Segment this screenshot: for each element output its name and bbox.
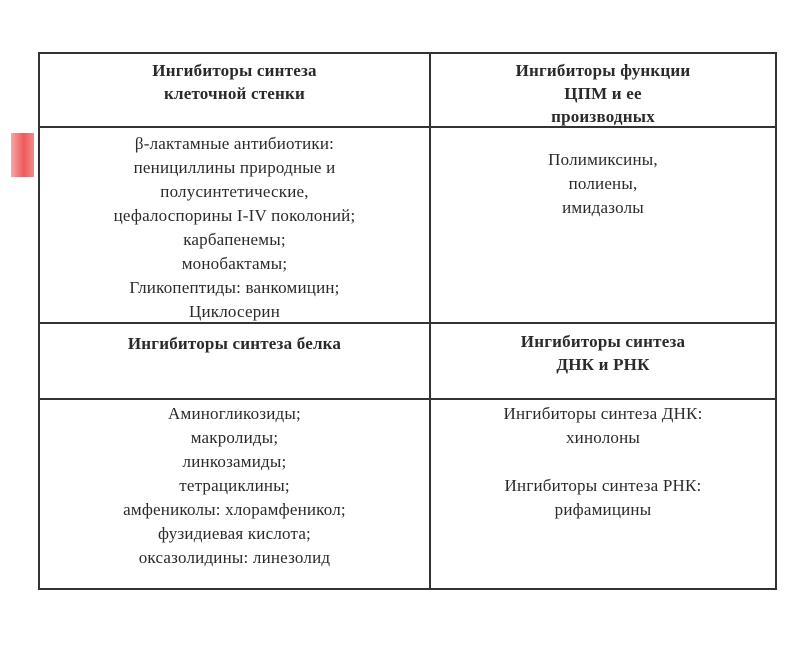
list-item: β-лактамные антибиотики: <box>134 134 335 153</box>
header-cell-wall-inhibitors <box>40 59 429 105</box>
header-line: Ингибиторы функции <box>515 61 691 80</box>
list-item: Гликопептиды: ванкомицин; <box>129 278 340 297</box>
list-item: карбапенемы; <box>183 230 286 249</box>
cell-wall-inhibitors-list <box>40 132 429 324</box>
header-line: ЦПМ и ее <box>564 84 642 103</box>
list-item: фузидиевая кислота; <box>158 524 311 543</box>
header-line: Ингибиторы синтеза <box>520 332 686 351</box>
header-line: ДНК и РНК <box>556 355 650 374</box>
list-item: монобактамы; <box>181 254 288 273</box>
header-line: клеточной стенки <box>163 84 306 103</box>
list-item: амфениколы: хлорамфеникол; <box>123 500 346 519</box>
list-item: Полимиксины, <box>548 150 658 169</box>
list-item: тетрациклины; <box>179 476 290 495</box>
membrane-inhibitors-list <box>431 148 775 220</box>
list-item: макролиды; <box>190 428 279 447</box>
list-item: рифамицины <box>554 500 652 519</box>
header-membrane-inhibitors <box>431 59 775 128</box>
list-item: полусинтетические, <box>160 182 309 201</box>
header-line: Ингибиторы синтеза белка <box>127 334 342 353</box>
list-item: пенициллины природные и <box>133 158 336 177</box>
list-item: цефалоспорины I-IV поколоний; <box>113 206 356 225</box>
header-nucleic-acid-synthesis-inhibitors <box>431 330 775 376</box>
nucleic-acid-inhibitors-list <box>431 402 775 522</box>
list-item: оксазолидины: линезолид <box>138 548 331 567</box>
list-item: полиены, <box>568 174 638 193</box>
list-item: хинолоны <box>565 428 641 447</box>
list-item: Циклосерин <box>188 302 281 321</box>
row-divider-3 <box>38 398 777 400</box>
protein-synthesis-inhibitors-list <box>40 402 429 570</box>
header-protein-synthesis-inhibitors <box>40 332 429 355</box>
header-line: производных <box>551 107 655 126</box>
list-item: имидазолы <box>562 198 644 217</box>
list-item: Ингибиторы синтеза РНК: <box>504 476 702 495</box>
header-line: Ингибиторы синтеза <box>152 61 317 80</box>
list-item: Ингибиторы синтеза ДНК: <box>503 404 703 423</box>
list-item: Аминогликозиды; <box>168 404 301 423</box>
slide-accent-bar <box>11 133 34 177</box>
list-item: линкозамиды; <box>182 452 287 471</box>
